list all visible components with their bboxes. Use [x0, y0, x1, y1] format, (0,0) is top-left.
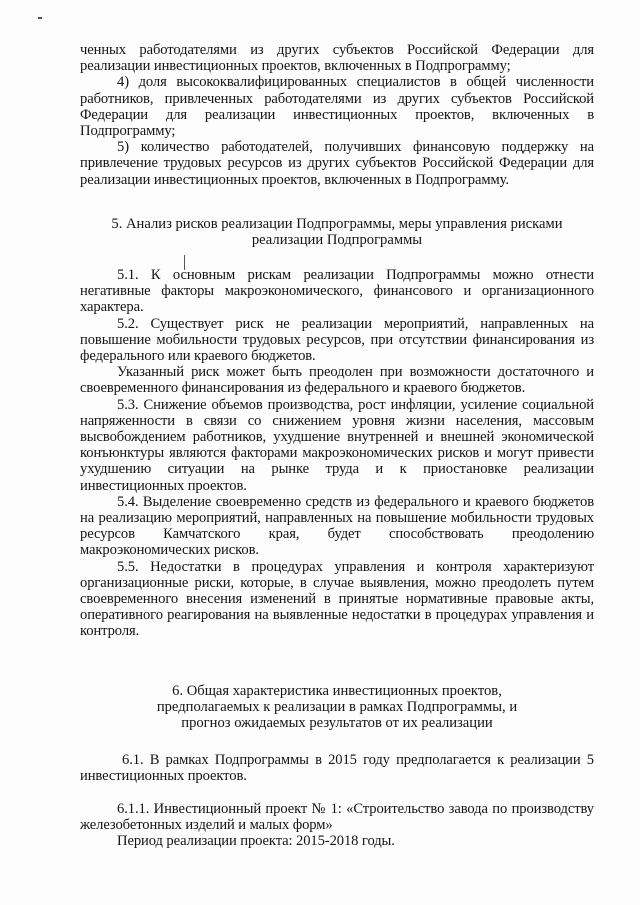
section-6-body-2: [80, 801, 594, 850]
scan-mark-top-left: [38, 17, 42, 19]
section-5-heading: [80, 216, 594, 248]
paragraph-5-5: 5.5. Недостатки в процедурах управления и контроля характеризуют организационные риски, которые, в случае выявления, можно преодолеть путем своевременного внесения изменений в принятые нормативные правовые акты, оперативного реагирования на выявленные недостатки в процедурах управления и контроля.: [80, 558, 594, 640]
intro-text-block: [80, 42, 594, 188]
paragraph-5-2-note: Указанный риск может быть преодолен при возможности достаточного и своевременного финансирования из федерального и краевого бюджетов.: [80, 364, 594, 397]
section-6-heading-line-3: прогноз ожидаемых результатов от их реализации: [181, 715, 493, 732]
section-5-body: [80, 267, 594, 640]
paragraph-item-5: 5) количество работодателей, получивших финансовую поддержку на привлечение трудовых ресурсов из других субъектов Российской Федерации для реализации инвестиционных проектов, включенных в Подпрограмму.: [80, 139, 594, 188]
section-6-heading-line-2: предполагаемых к реализации в рамках Подпрограммы, и: [156, 699, 518, 716]
section-5-heading-line-1: 5. Анализ рисков реализации Подпрограммы, меры управления рисками: [111, 216, 563, 232]
section-6-heading: [80, 683, 594, 732]
section-5-heading-line-2: реализации Подпрограммы: [251, 232, 423, 249]
paragraph-project-period: Период реализации проекта: 2015-2018 годы.: [117, 833, 395, 850]
paragraph-5-2: 5.2. Существует риск не реализации мероприятий, направленных на повышение мобильности трудовых ресурсов, при отсутствии финансирования из федерального или краевого бюджетов.: [80, 315, 594, 365]
paragraph-5-1: 5.1. К основным рискам реализации Подпрограммы можно отнести негативные факторы макроэкономического, финансового и организационного характера.: [80, 267, 594, 316]
paragraph-continuation: ченных работодателями из других субъектов Российской Федерации для реализации инвестиционных проектов, включенных в Подпрограмму;: [80, 42, 594, 75]
section-6-body-1: [80, 752, 594, 784]
paragraph-5-4: 5.4. Выделение своевременно средств из федерального и краевого бюджетов на реализацию мероприятий, направленных на повышение мобильности трудовых ресурсов Камчатского края, будет способствовать преодолению макроэкономических рисков.: [80, 493, 594, 559]
paragraph-6-1-1: 6.1.1. Инвестиционный проект № 1: «Строительство завода по производству железобетонных изделий и малых форм»: [80, 801, 594, 834]
paragraph-6-1: 6.1. В рамках Подпрограммы в 2015 году предполагается к реализации 5 инвестиционных проектов.: [80, 752, 594, 785]
paragraph-5-3: 5.3. Снижение объемов производства, рост инфляции, усиление социальной напряженности в связи со снижением уровня жизни населения, массовым высвобождением работников, ухудшение внутренней и внешней экономической конъюнктуры являются факторами макроэкономических рисков и могут привести ухудшению ситуации на рынке труда и к приостановке реализации инвестиционных проектов.: [80, 396, 594, 494]
paragraph-item-4: 4) доля высококвалифицированных специалистов в общей численности работников, привлеченных работодателями из других субъектов Российской Федерации для реализации инвестиционных проектов, включенных в Подпрограмму;: [80, 74, 594, 140]
section-6-heading-line-1: 6. Общая характеристика инвестиционных проектов,: [172, 683, 502, 699]
